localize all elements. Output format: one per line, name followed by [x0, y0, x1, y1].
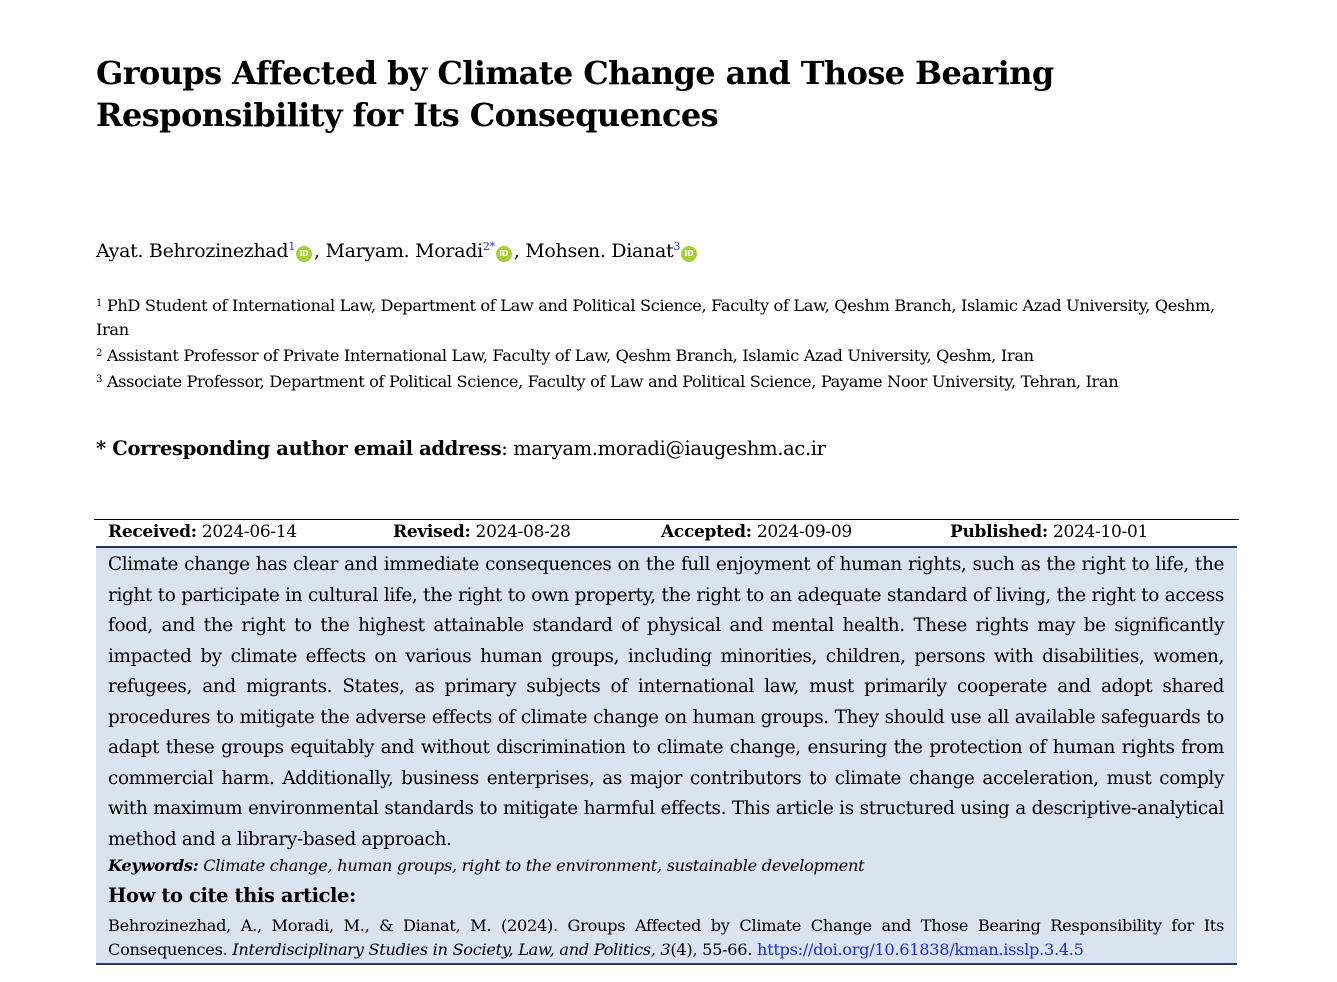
affiliation-item [96, 368, 1242, 394]
author-list [96, 240, 699, 262]
author-affiliation-mark: 3 [673, 240, 681, 253]
author-name: Ayat. Behrozinezhad [96, 240, 289, 262]
published-value: 2024-10-01 [1052, 522, 1148, 542]
article-title: Groups Affected by Climate Change and Those Bearing Responsibility for Its Consequences [96, 54, 1054, 134]
revised-date [393, 522, 571, 542]
keywords [108, 856, 864, 875]
citation-journal: Interdisciplinary Studies in Society, Law, and Politics, 3 [232, 940, 671, 959]
author-separator: , [314, 240, 326, 262]
affiliation-number: 1 [96, 298, 103, 309]
affiliation-item [96, 342, 1242, 368]
abstract-text: Climate change has clear and immediate consequences on the full enjoyment of human rights, such as the right to life, the right to participate in cultural life, the right to own property, the right to an adequate standard of living, the right to access food, and the right to the highest attainable standard of physical and mental health. These rights may be significantly impacted by climate effects on various human groups, including minorities, children, persons with disabilities, women, refugees, and migrants. States, as primary subjects of international law, must primarily cooperate and adopt shared procedures to mitigate the adverse effects of climate change on human groups. They should use all available safeguards to adapt these groups equitably and without discrimination to climate change, ensuring the protection of human rights from commercial harm. Additionally, business enterprises, as major contributors to climate change acceleration, must comply with maximum environmental standards to mitigate harmful effects. This article is structured using a descriptive-analytical method and a library-based approach. [108, 554, 1224, 850]
accepted-value: 2024-09-09 [756, 522, 852, 542]
publication-dates [94, 519, 1239, 547]
published-date [950, 522, 1148, 542]
affiliation-text: Associate Professor, Department of Political Science, Faculty of Law and Political Science, Payame Noor University, Tehran, Iran [106, 372, 1119, 391]
affiliation-number: 3 [96, 374, 103, 385]
citation-text: Behrozinezhad, A., Moradi, M., & Dianat, M. (2024). Groups Affected by Climate Change and Those Bearing Responsibility for Its Consequences. [108, 916, 1224, 959]
author-separator: , [513, 240, 526, 262]
corresponding-email[interactable]: maryam.moradi@iaugeshm.ac.ir [513, 437, 826, 460]
corresponding-separator: : [501, 437, 514, 460]
affiliation-item [96, 292, 1242, 342]
revised-value: 2024-08-28 [475, 522, 571, 542]
accepted-date [661, 522, 852, 542]
affiliation-text: PhD Student of International Law, Department of Law and Political Science, Faculty of Law, Qeshm Branch, Islamic Azad University, Qeshm, Iran [96, 296, 1215, 339]
abstract-box [96, 546, 1237, 965]
keywords-label: Keywords: [108, 856, 199, 875]
corresponding-author-label: * Corresponding author email address [96, 437, 502, 460]
cite-heading: How to cite this article: [108, 884, 356, 907]
affiliation-number: 2 [96, 348, 103, 359]
corresponding-author [96, 437, 826, 460]
revised-label: Revised: [393, 522, 471, 542]
affiliation-text: Assistant Professor of Private International Law, Faculty of Law, Qeshm Branch, Islamic Azad University, Qeshm, Iran [106, 346, 1034, 365]
orcid-icon[interactable]: iD [681, 246, 697, 262]
citation [108, 914, 1224, 962]
keywords-text: Climate change, human groups, right to the environment, sustainable development [198, 856, 865, 875]
accepted-label: Accepted: [661, 522, 752, 542]
author-affiliation-mark: 1 [288, 240, 296, 253]
orcid-icon[interactable]: iD [296, 246, 312, 262]
doi-link[interactable]: https://doi.org/10.61838/kman.isslp.3.4.5 [757, 940, 1084, 959]
affiliation-list [96, 292, 1242, 394]
received-label: Received: [108, 522, 197, 542]
published-label: Published: [950, 522, 1048, 542]
author-name: Mohsen. Dianat [525, 240, 674, 262]
author-name: Maryam. Moradi [325, 240, 483, 262]
received-date [108, 522, 297, 542]
received-value: 2024-06-14 [201, 522, 297, 542]
citation-issue: (4), 55-66. [670, 940, 757, 959]
orcid-icon[interactable]: iD [496, 246, 512, 262]
author-affiliation-mark: 2* [482, 240, 495, 253]
